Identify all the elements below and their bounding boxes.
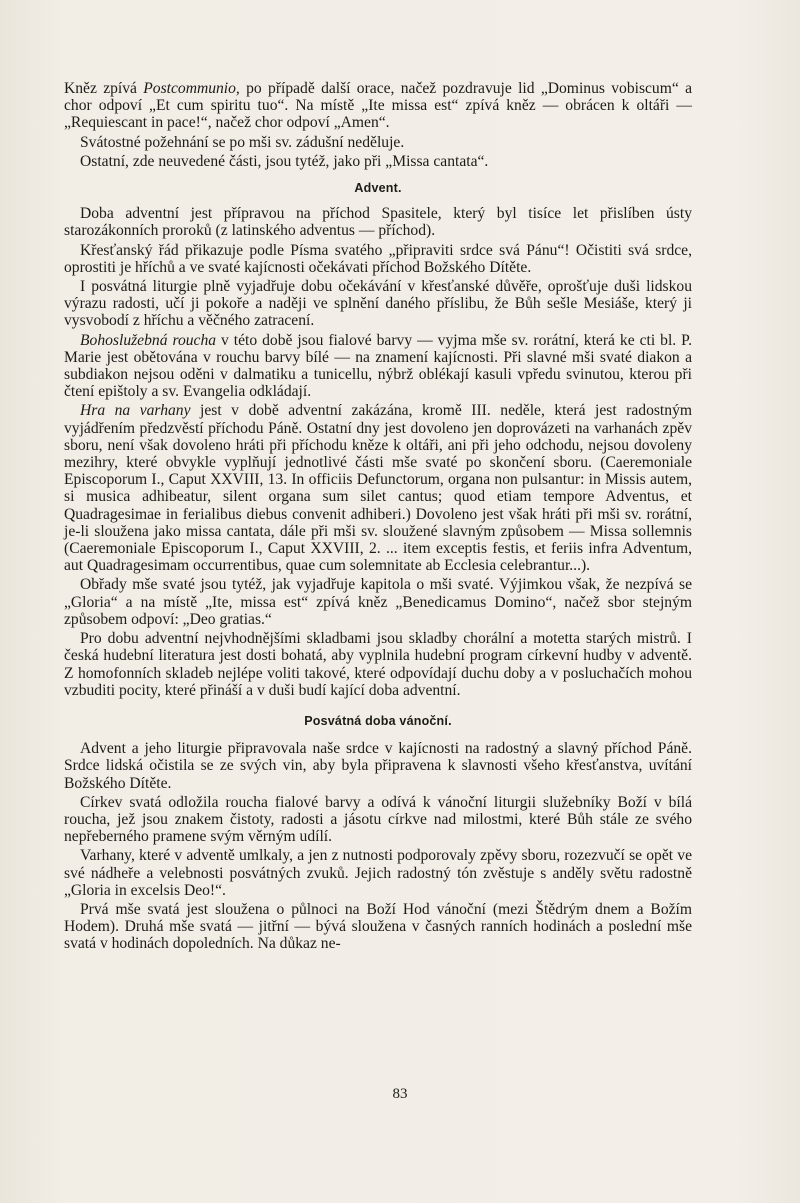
intro-paragraph-3: Ostatní, zde neuvedené části, jsou tytéž, jako při „Missa cantata“. (80, 152, 489, 170)
intro-italic-postcommunio: Postcommunio, (143, 80, 240, 97)
advent-paragraph-5 (64, 402, 692, 574)
advent-paragraph-2: Křesťanský řád přikazuje podle Písma svatého „připraviti srdce svá Pánu“! Očistiti svá srdce, oprostiti je hříchů a ve svaté kajícnosti očekávati příchod Božského Dítěte. (64, 241, 692, 276)
advent-italic-organ: Hra na varhany (80, 402, 191, 420)
christmas-paragraph-1: Advent a jeho liturgie připravovala naše srdce v kajícnosti na radostný a slavný příchod Páně. Srdce lidská očistila se ze svých vin, aby byla připravena k slavnosti všeho křesťanstva, uvítání Božského Dítěte. (64, 740, 692, 792)
advent-paragraph-1: Doba adventní jest přípravou na příchod Spasitele, který byl tisíce let přislíben ústy starozákonních proroků (z latinského adventus — příchod). (64, 205, 692, 240)
intro-paragraph-2: Svátostné požehnání se po mši sv. zádušní neděluje. (80, 133, 405, 151)
heading-advent: Advent. (354, 181, 402, 196)
advent-paragraph-5-text: jest v době adventní zakázána, kromě III. neděle, která jest radostným vyjádřením předzvěstí příchodu Páně. Ostatní dny jest dovoleno jen doprovázeti na varhanách zpěv sboru, není však dovoleno hráti při příchodu kněze k oltáři, ani při jeho odchodu, nejsou dovoleny mezihry, které obvykle vyplňují jednotlivé části mše svaté po skončení sboru. (Caeremoniale Episcoporum I., Caput XXVIII, 13. In officiis Defunctorum, organa non pulsantur: in Missis autem, si musica adhibeatur, silent organa sum silet cantus; quod etiam tempore Adventus, et Quadragesimae in ferialibus diebus convenit adhiberi.) Dovoleno jest však hráti při mši sv. rorátní, je-li sloužena jako missa cantata, dále při mši sv. sloužené slavným způsobem — Missa sollemnis (Caeremoniale Episcoporum I., Caput XXVIII, 2. ... item exceptis festis, et feriis infra Adventum, aut Quadragesimam occurrentibus, quae cum solemnitate ab Ecclesia celebrantur...). (64, 402, 692, 575)
advent-paragraph-4 (64, 332, 692, 401)
advent-paragraph-3: I posvátná liturgie plně vyjadřuje dobu očekávání v křesťanské důvěře, oprošťuje duši lidskou výrazu radosti, učí ji pokoře a naději ve splnění daného příslibu, že Bůh sešle Mesiáše, který ji vysvobodí z hříchu a věčného zatracení. (64, 278, 692, 330)
page-body (64, 80, 692, 955)
christmas-paragraph-3: Varhany, které v adventě umlkaly, a jen z nutnosti podporovaly zpěvy sboru, rozezvučí se opět ve své nádheře a velebnosti posvátných zvuků. Jejich radostný tón zvěstuje s anděly světu radostně „Gloria in excelsis Deo!“. (64, 847, 692, 899)
intro-paragraph-1: Kněz zpívá Postcommunio, po případě další orace, načež pozdravuje lid „Dominus vobiscum“ a chor odpoví „Et cum spiritu tuo“. Na místě „Ite missa est“ zpívá kněz — obrácen k oltáři — „Requiescant in pace!“, načež chor odpoví „Amen“. (64, 80, 692, 132)
heading-christmas: Posvátná doba vánoční. (304, 713, 452, 728)
christmas-paragraph-2: Církev svatá odložila roucha fialové barvy a odívá k vánoční liturgii služebníky Boží v bílá roucha, jež jsou znakem čistoty, radosti a jásotu církve nad milostmi, které Bůh stále ze svého nepřeberného pramene svým věrným udílí. (64, 793, 692, 846)
advent-paragraph-4-text: v této době jsou fialové barvy — vyjma mše sv. rorátní, která ke cti bl. P. Marie jest obětována v rouchu barvy bílé — na znamení kajícnosti. Při slavné mši svaté diakon a subdiakon nejsou oděni v dalmatiku a tunicellu, nýbrž oblékají kasuli vpředu svinutou, kterou při čtení epištoly a sv. Evangelia odkládají. (64, 331, 692, 401)
advent-paragraph-6: Obřady mše svaté jsou tytéž, jak vyjadřuje kapitola o mši svaté. Výjimkou však, že nezpívá se „Gloria“ a na místě „Ite, missa est“ zpívá kněz „Benedicamus Domino“, načež sbor stejným způsobem odpoví: „Deo gratias.“ (64, 576, 692, 628)
christmas-paragraph-4: Prvá mše svatá jest sloužena o půlnoci na Boží Hod vánoční (mezi Štědrým dnem a Božím Hodem). Druhá mše svatá — jitřní — bývá sloužena v časných ranních hodinách a poslední mše svatá v hodinách dopoledních. Na důkaz ne- (64, 900, 692, 953)
advent-italic-vestments: Bohoslužebná roucha (80, 331, 217, 349)
advent-paragraph-7: Pro dobu adventní nejvhodnějšími skladbami jsou skladby chorální a motetta starých mistrů. I česká hudební literatura jest dosti bohatá, aby vyplnila hudební program církevní hudby v adventě. Z homofonních skladeb nejlépe voliti takové, které odpovídají duchu doby a v posluchačích mohou vzbuditi pocity, které přináší a v duši budí kající doba adventní. (64, 630, 692, 699)
page-number: 83 (392, 1086, 408, 1102)
